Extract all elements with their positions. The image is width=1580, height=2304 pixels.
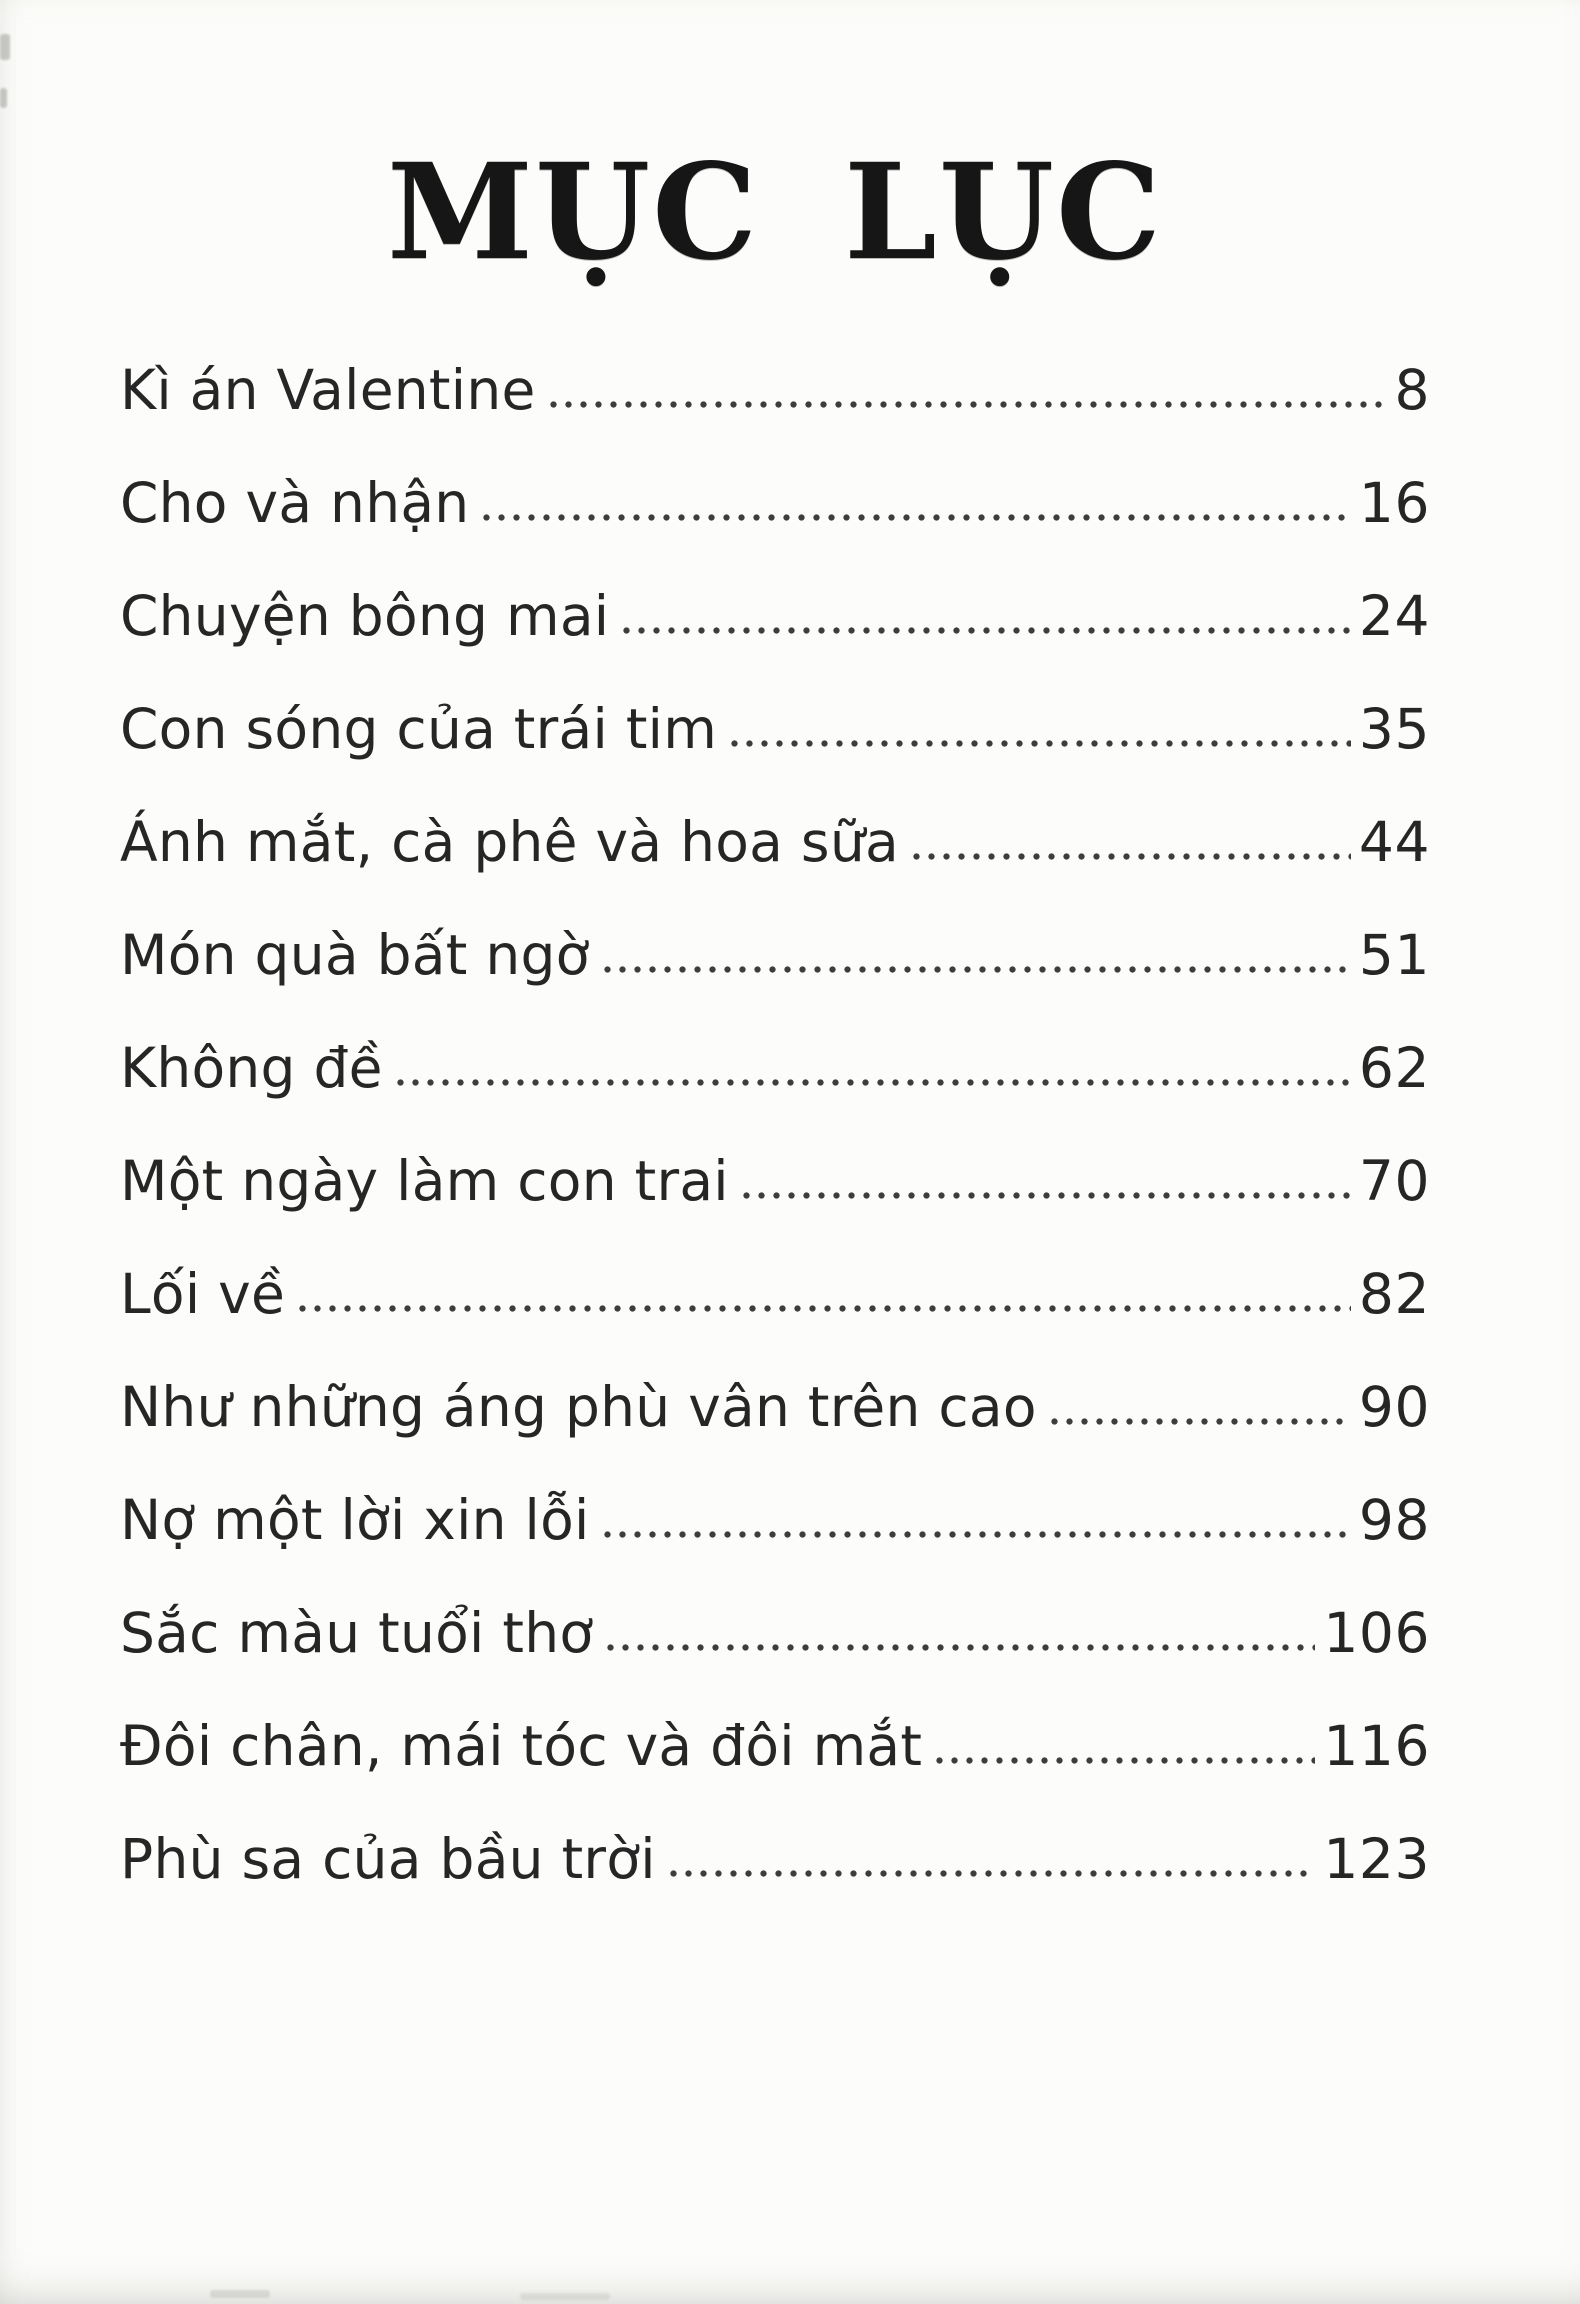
toc-entry (120, 1375, 1430, 1440)
toc-entry-title: Con sóng của trái tim (120, 697, 718, 762)
toc-entry-page: 8 (1394, 358, 1430, 423)
toc-entry-title: Lối về (120, 1262, 286, 1327)
toc-entry-title: Sắc màu tuổi thơ (120, 1601, 594, 1666)
toc-entry (120, 810, 1430, 875)
toc-entry-page: 82 (1358, 1262, 1430, 1327)
toc-entry-page: 62 (1358, 1036, 1430, 1101)
toc-entry-page: 44 (1358, 810, 1430, 875)
toc-entry (120, 584, 1430, 649)
toc-entry (120, 1036, 1430, 1101)
page-title: MỤC LỤC (386, 135, 1164, 290)
scan-artifact (520, 2293, 610, 2300)
toc-entry-title: Chuyện bông mai (120, 584, 610, 649)
dotted-leader (932, 1756, 1315, 1765)
toc-entry-title: Ánh mắt, cà phê và hoa sữa (120, 810, 899, 875)
toc-entry (120, 1488, 1430, 1553)
scan-artifact (0, 88, 7, 108)
dotted-leader (479, 513, 1350, 522)
scan-artifact (0, 34, 10, 60)
toc-entry (120, 471, 1430, 536)
toc-entry-title: Không đề (120, 1036, 383, 1101)
dotted-leader (600, 965, 1351, 974)
toc-entry-title: Nợ một lời xin lỗi (120, 1488, 590, 1553)
toc-entry-page: 123 (1323, 1827, 1430, 1892)
dotted-leader (666, 1869, 1316, 1878)
dotted-leader (619, 626, 1351, 635)
toc-entry-page: 51 (1358, 923, 1430, 988)
dotted-leader (600, 1530, 1351, 1539)
toc-entry-page: 35 (1358, 697, 1430, 762)
dotted-leader (727, 739, 1351, 748)
toc-entry-title: Phù sa của bầu trời (120, 1827, 656, 1892)
scan-artifact (210, 2290, 270, 2298)
dotted-leader (603, 1643, 1315, 1652)
toc-entry (120, 358, 1430, 423)
toc-entry-page: 16 (1358, 471, 1430, 536)
dotted-leader (739, 1191, 1351, 1200)
toc-entry-page: 116 (1323, 1714, 1430, 1779)
toc-entry (120, 1149, 1430, 1214)
toc-entry (120, 1827, 1430, 1892)
toc-entry-title: Như những áng phù vân trên cao (120, 1375, 1037, 1440)
toc-entry-title: Đôi chân, mái tóc và đôi mắt (120, 1714, 923, 1779)
toc-entry-page: 90 (1358, 1375, 1430, 1440)
toc-entry-title: Cho và nhận (120, 471, 470, 536)
toc-entry (120, 1262, 1430, 1327)
toc-entry-page: 24 (1358, 584, 1430, 649)
toc-entry-title: Một ngày làm con trai (120, 1149, 729, 1214)
toc-entry (120, 1714, 1430, 1779)
dotted-leader (295, 1304, 1351, 1313)
dotted-leader (546, 400, 1387, 409)
toc-entry (120, 697, 1430, 762)
dotted-leader (1047, 1417, 1351, 1426)
toc-entry-page: 98 (1358, 1488, 1430, 1553)
toc-entry-title: Món quà bất ngờ (120, 923, 590, 988)
dotted-leader (909, 852, 1351, 861)
toc-entry-title: Kì án Valentine (120, 358, 536, 423)
toc-entry-page: 106 (1323, 1601, 1430, 1666)
toc-list (120, 358, 1430, 1892)
toc-entry (120, 923, 1430, 988)
toc-entry (120, 1601, 1430, 1666)
dotted-leader (393, 1078, 1351, 1087)
toc-entry-page: 70 (1358, 1149, 1430, 1214)
